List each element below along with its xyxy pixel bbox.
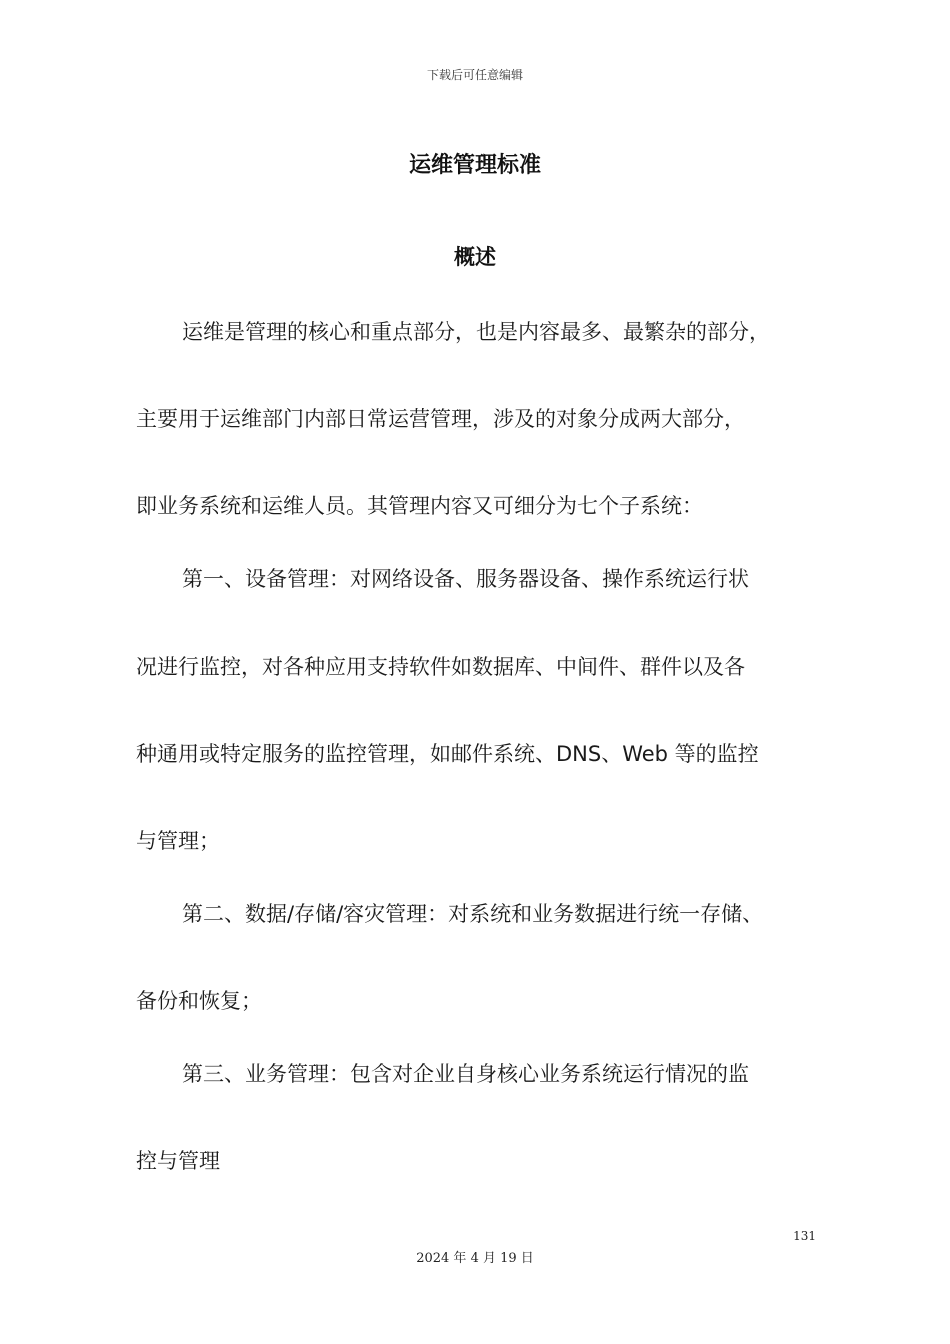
page-number: 131 bbox=[793, 1229, 816, 1243]
paragraph-line: 第二、数据/存储/容灾管理：对系统和业务数据进行统一存储、 bbox=[182, 902, 764, 926]
paragraph-line: 备份和恢复； bbox=[136, 989, 262, 1013]
header-note: 下载后可任意编辑 bbox=[426, 68, 523, 82]
paragraph-line: 控与管理 bbox=[136, 1149, 220, 1173]
paragraph-line: 况进行监控，对各种应用支持软件如数据库、中间件、群件以及各 bbox=[136, 655, 745, 679]
document-title: 运维管理标准 bbox=[408, 153, 541, 178]
footer-date: 2024 年 4 月 19 日 bbox=[416, 1251, 534, 1266]
paragraph-line: 第三、业务管理：包含对企业自身核心业务系统运行情况的监 bbox=[182, 1062, 749, 1086]
paragraph-line: 种通用或特定服务的监控管理，如邮件系统、DNS、Web 等的监控 bbox=[136, 742, 759, 766]
paragraph-line: 第一、设备管理：对网络设备、服务器设备、操作系统运行状 bbox=[182, 567, 749, 591]
paragraph-line: 即业务系统和运维人员。其管理内容又可细分为七个子系统： bbox=[136, 494, 703, 518]
section-title: 概述 bbox=[454, 245, 496, 269]
paragraph-line: 运维是管理的核心和重点部分，也是内容最多、最繁杂的部分， bbox=[182, 320, 770, 344]
paragraph-line: 主要用于运维部门内部日常运营管理，涉及的对象分成两大部分， bbox=[136, 407, 745, 431]
paragraph-line: 与管理； bbox=[136, 829, 220, 853]
